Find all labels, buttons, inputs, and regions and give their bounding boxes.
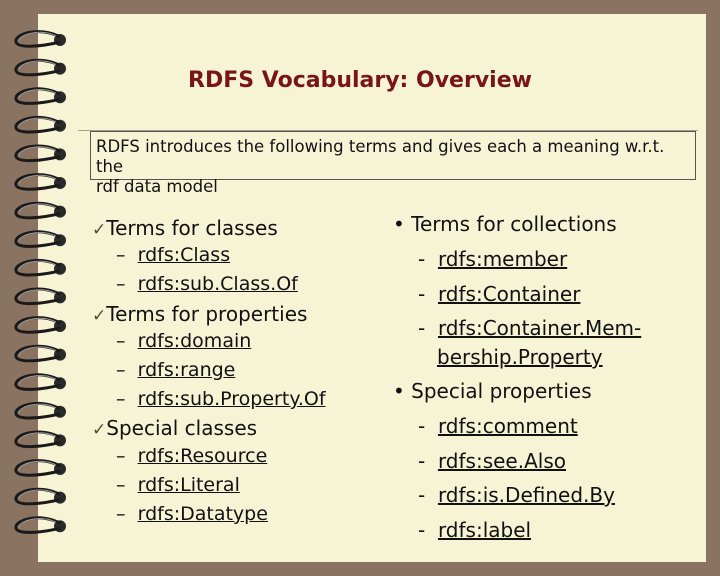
rdfs-subpropertyof-link[interactable]: rdfs:sub.Property.Of [137,388,326,410]
binding-ring [16,260,66,275]
checkmark-icon: ✓ [92,420,107,440]
rdfs-resource-link[interactable]: rdfs:Resource [137,445,268,467]
right-heading-collections: • Terms for collections [393,212,617,236]
binding-ring [16,489,66,504]
rdfs-containermembershipproperty-link[interactable]: rdfs:Container.Mem- [437,316,642,340]
list-item: - rdfs:Container.Mem- [418,316,642,340]
binding-ring [16,203,66,218]
rdfs-member-link[interactable]: rdfs:member [437,247,568,271]
intro-box [90,131,696,196]
rdfs-isdefinedby-link[interactable]: rdfs:is.Defined.By [437,483,615,507]
right-heading-special-properties: • Special properties [393,379,592,403]
binding-ring [16,117,66,132]
rdfs-label-link[interactable]: rdfs:label [437,518,532,542]
list-item: - rdfs:label [418,518,532,542]
binding-ring [16,232,66,247]
list-item: – rdfs:Class [116,244,231,266]
binding-ring [16,289,66,304]
list-item: – rdfs:range [116,359,236,381]
list-item: – rdfs:Resource [116,445,268,467]
list-item: – rdfs:Literal [116,474,240,496]
list-item: – rdfs:sub.Property.Of [116,388,326,410]
list-item-continuation [437,345,603,369]
left-heading-classes: ✓Terms for classes [92,216,278,240]
intro-line-1: RDFS introduces the following terms and gives each a meaning w.r.t. the [96,137,665,176]
checkmark-icon: ✓ [92,220,107,240]
list-item: - rdfs:member [418,247,568,271]
slide-title: RDFS Vocabulary: Overview [188,68,532,93]
list-item: - rdfs:comment [418,414,578,438]
binding-ring [16,146,66,161]
list-item: - rdfs:is.Defined.By [418,483,615,507]
binding-ring [16,461,66,476]
rdfs-container-link[interactable]: rdfs:Container [437,282,581,306]
list-item: – rdfs:Datatype [116,503,268,525]
binding-ring [16,375,66,390]
binding-ring [16,346,66,361]
list-item: – rdfs:sub.Class.Of [116,273,298,295]
bullet-icon: • [393,379,405,403]
rdfs-class-link[interactable]: rdfs:Class [137,244,231,266]
rdfs-subclassof-link[interactable]: rdfs:sub.Class.Of [137,273,298,295]
list-item: - rdfs:see.Also [418,449,566,473]
binding-ring [16,432,66,447]
bullet-icon: • [393,212,405,236]
rdfs-comment-link[interactable]: rdfs:comment [437,414,578,438]
binding-ring [16,32,66,47]
rdfs-containermembershipproperty-link-cont[interactable]: bership.Property [437,345,603,369]
left-heading-special-classes: ✓Special classes [92,416,258,440]
binding-ring [16,403,66,418]
rdfs-datatype-link[interactable]: rdfs:Datatype [137,503,268,525]
rdfs-range-link[interactable]: rdfs:range [137,359,236,381]
list-item: - rdfs:Container [418,282,581,306]
list-item: – rdfs:domain [116,330,252,352]
left-heading-properties: ✓Terms for properties [92,302,308,326]
binding-ring [16,175,66,190]
rdfs-literal-link[interactable]: rdfs:Literal [137,474,240,496]
rdfs-seealso-link[interactable]: rdfs:see.Also [437,449,566,473]
intro-line-2: rdf data model [96,177,218,196]
rdfs-domain-link[interactable]: rdfs:domain [137,330,252,352]
binding-ring [16,318,66,333]
binding-ring [16,518,66,533]
checkmark-icon: ✓ [92,306,107,326]
